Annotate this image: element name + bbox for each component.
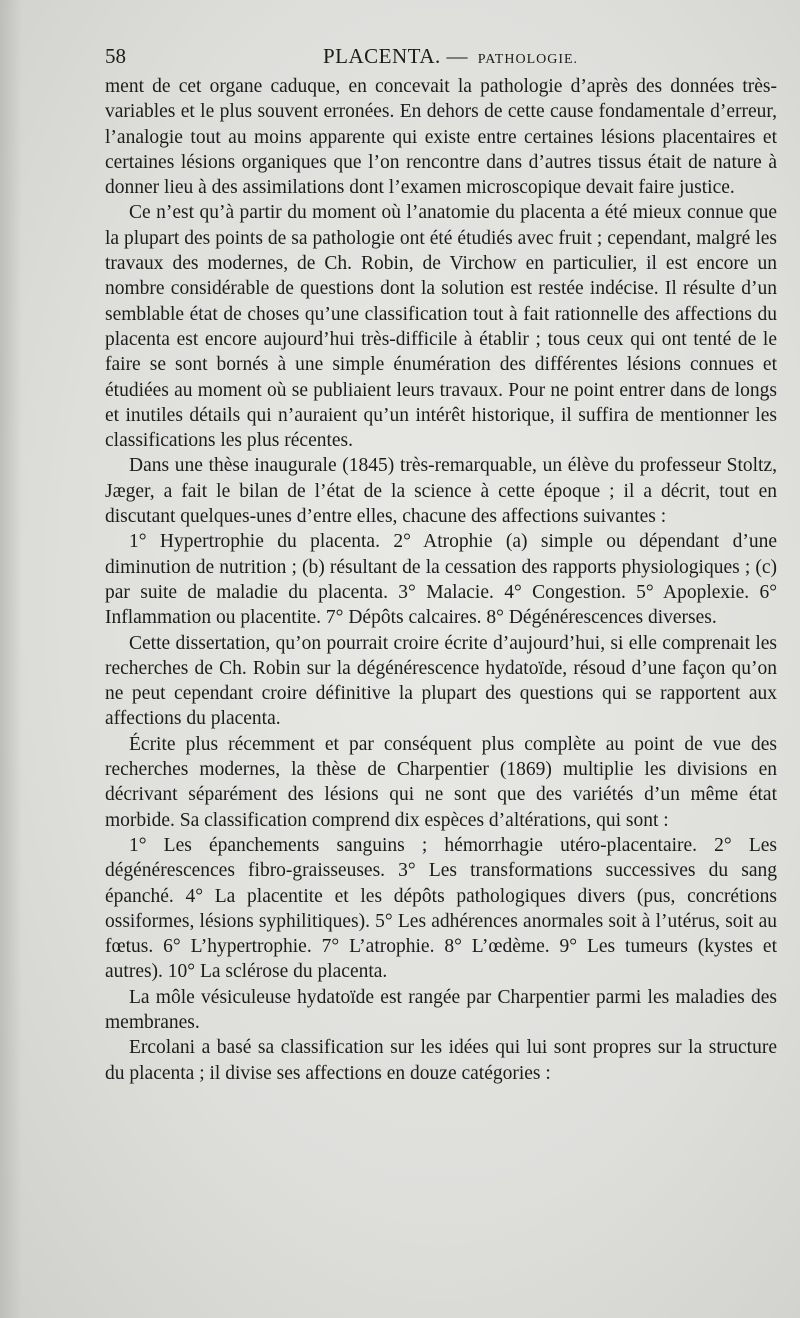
running-title-subtitle: PATHOLOGIE. bbox=[477, 52, 579, 67]
running-title-main: PLACENTA. bbox=[323, 44, 441, 68]
body-text bbox=[105, 74, 777, 1086]
running-title-dash: — bbox=[446, 44, 468, 68]
paragraph-7: 1° Les épanchements sanguins ; hémorrhagie utéro-placentaire. 2° Les dégénérescences fibro-graisseuses. 3° Les transformations successives du sang épanché. 4° La placentite et les dépôts pathologiques divers (pus, concrétions ossiformes, lésions syphilitiques). 5° Les adhérences anormales soit à l’utérus, soit au fœtus. 6° L’hypertrophie. 7° L’atrophie. 8° L’œdème. 9° Les tumeurs (kystes et autres). 10° La sclérose du placenta. bbox=[105, 834, 777, 983]
page-number: 58 bbox=[105, 44, 126, 68]
paragraph-2: Ce n’est qu’à partir du moment où l’anatomie du placenta a été mieux connue que la plupart des points de sa pathologie ont été étudiés avec fruit ; cependant, malgré les travaux des modernes, de Ch. Robin, de Virchow en particulier, il est encore un nombre considérable de questions dont la solution est restée indécise. Il résulte d’un semblable état de choses qu’une classification tout à fait rationnelle des affections du placenta est encore aujourd’hui très-difficile à établir ; tous ceux qui ont tenté de le faire se sont bornés à une simple énumération des différentes lésions connues et étudiées au moment où se publiaient leurs travaux. Pour ne point entrer dans de longs et inutiles détails qui n’auraient qu’un intérêt historique, il suffira de mentionner les classifications les plus récentes. bbox=[105, 202, 777, 452]
page-header bbox=[105, 38, 772, 74]
paragraph-3: Dans une thèse inaugurale (1845) très-remarquable, un élève du professeur Stoltz, Jæger, a fait le bilan de l’état de la science à cette époque ; il a décrit, tout en discutant quelques-unes d’entre elles, chacune des affections suivantes : bbox=[105, 455, 777, 528]
paragraph-1: ment de cet organe caduque, en concevait la pathologie d’après des données très-variables et le plus souvent erronées. En dehors de cette cause fondamentale d’erreur, l’analogie tout au moins apparente qui existe entre certaines lésions placentaires et certaines lésions organiques que l’on rencontre dans d’autres tissus était de nature à donner lieu à des assimilations dont l’examen microscopique devait faire justice. bbox=[105, 76, 777, 199]
paragraph-6: Écrite plus récemment et par conséquent plus complète au point de vue des recherches modernes, la thèse de Charpentier (1869) multiplie les divisions en décrivant séparément des lésions qui ne sont que des variétés d’un même état morbide. Sa classification comprend dix espèces d’altérations, qui sont : bbox=[105, 733, 777, 831]
paragraph-8: La môle vésiculeuse hydatoïde est rangée par Charpentier parmi les maladies des membranes. bbox=[105, 986, 777, 1033]
paragraph-9: Ercolani a basé sa classification sur les idées qui lui sont propres sur la structure du placenta ; il divise ses affections en douze catégories : bbox=[105, 1037, 777, 1084]
paragraph-4: 1° Hypertrophie du placenta. 2° Atrophie (a) simple ou dépendant d’une diminution de nutrition ; (b) résultant de la cessation des rapports physiologiques ; (c) par suite de maladie du placenta. 3° Malacie. 4° Congestion. 5° Apoplexie. 6° Inflammation ou placentite. 7° Dépôts calcaires. 8° Dégénérescences diverses. bbox=[105, 531, 777, 629]
running-title bbox=[323, 44, 578, 69]
paragraph-5: Cette dissertation, qu’on pourrait croire écrite d’aujourd’hui, si elle comprenait les recherches de Ch. Robin sur la dégénérescence hydatoïde, résoud d’une façon qu’on ne peut cependant croire définitive la plupart des questions qui se rapportent aux affections du placenta. bbox=[105, 632, 777, 730]
